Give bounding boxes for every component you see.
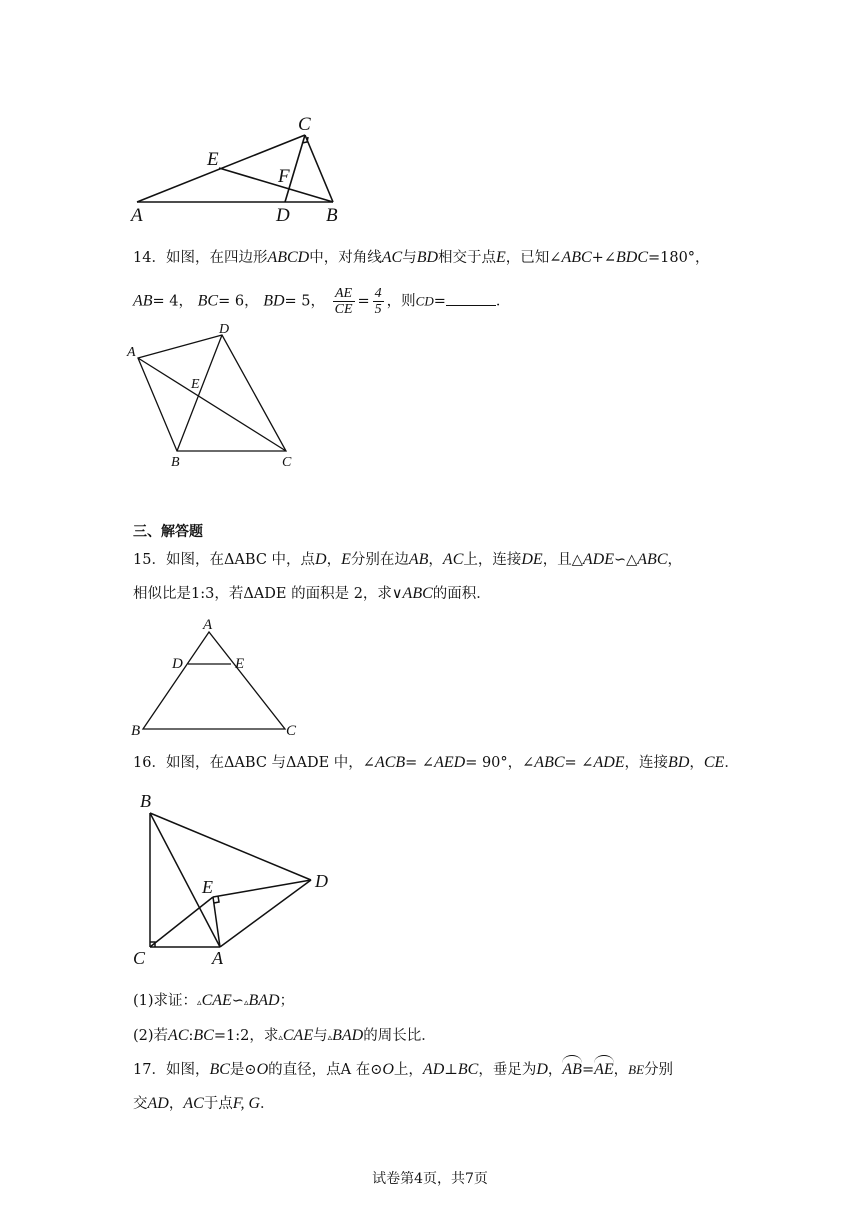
label-a: A — [127, 345, 136, 360]
figure-q16 — [128, 785, 343, 970]
label-b: B — [140, 791, 151, 811]
label-d: D — [315, 871, 328, 891]
label-c: C — [286, 723, 297, 739]
label-b: B — [326, 205, 338, 225]
fraction-4-5: $\frac{4}{5}$ — [374, 286, 382, 317]
label-d: D — [219, 322, 230, 337]
page-footer: 试卷第4页，共7页 — [372, 1171, 488, 1187]
label-b: B — [131, 723, 141, 739]
label-a: A — [131, 205, 143, 225]
figure-q14 — [125, 318, 305, 473]
label-a: A — [203, 617, 213, 633]
q14-line2: AB= 4， BC= 6， BD= 5， $\frac{AE}{CE}$ = $\frac{4}{5}$ ，则CD= ． — [133, 286, 511, 317]
label-e: E — [207, 149, 219, 170]
q14-line1: 14．如图，在四边形ABCD中，对角线AC与BD相交于点E，已知∠ABC+∠BDC=180°， — [133, 249, 710, 266]
label-c: C — [282, 455, 292, 470]
label-e: E — [191, 377, 200, 392]
q15-line2: 相似比是1:3，若ΔADE 的面积是 2，求∨ABC的面积． — [133, 585, 491, 602]
q16-part1: (1)求证：▵CAE∽▵BAD； — [133, 992, 295, 1009]
label-b: B — [171, 455, 180, 470]
figure-q13 — [128, 110, 348, 225]
label-d: D — [276, 205, 290, 225]
section-heading: 三、解答题 — [133, 524, 203, 540]
fraction-ae-ce: $\frac{AE}{CE}$ — [334, 286, 353, 317]
label-e: E — [235, 656, 245, 672]
arc-ab: AB — [562, 1061, 582, 1078]
arc-ae: AE — [594, 1061, 614, 1078]
label-c: C — [133, 948, 146, 968]
q16-part2: (2)若AC:BC=1:2，求▵CAE与▵BAD的周长比． — [133, 1027, 436, 1044]
label-a: A — [212, 948, 223, 968]
q16-line1: 16．如图，在ΔABC 与ΔADE 中，∠ACB= ∠AED= 90°，∠ABC= ∠ADE，连接BD，CE． — [133, 754, 739, 771]
label-c: C — [298, 114, 311, 135]
q15-line1: 15．如图，在ΔABC 中，点D，E分别在边AB，AC上，连接DE，且△ADE∽△ABC， — [133, 551, 682, 568]
label-e: E — [202, 877, 213, 897]
q17-line1: 17．如图，BC是⊙O的直径，点A 在⊙O上，AD⊥BC，垂足为D，AB=AE，BE分别 — [133, 1061, 674, 1078]
label-f: F — [278, 166, 290, 187]
label-d: D — [172, 656, 183, 672]
figure-q15 — [125, 612, 310, 742]
answer-blank[interactable] — [446, 291, 496, 306]
q17-line2: 交AD，AC于点F, G． — [133, 1095, 275, 1112]
